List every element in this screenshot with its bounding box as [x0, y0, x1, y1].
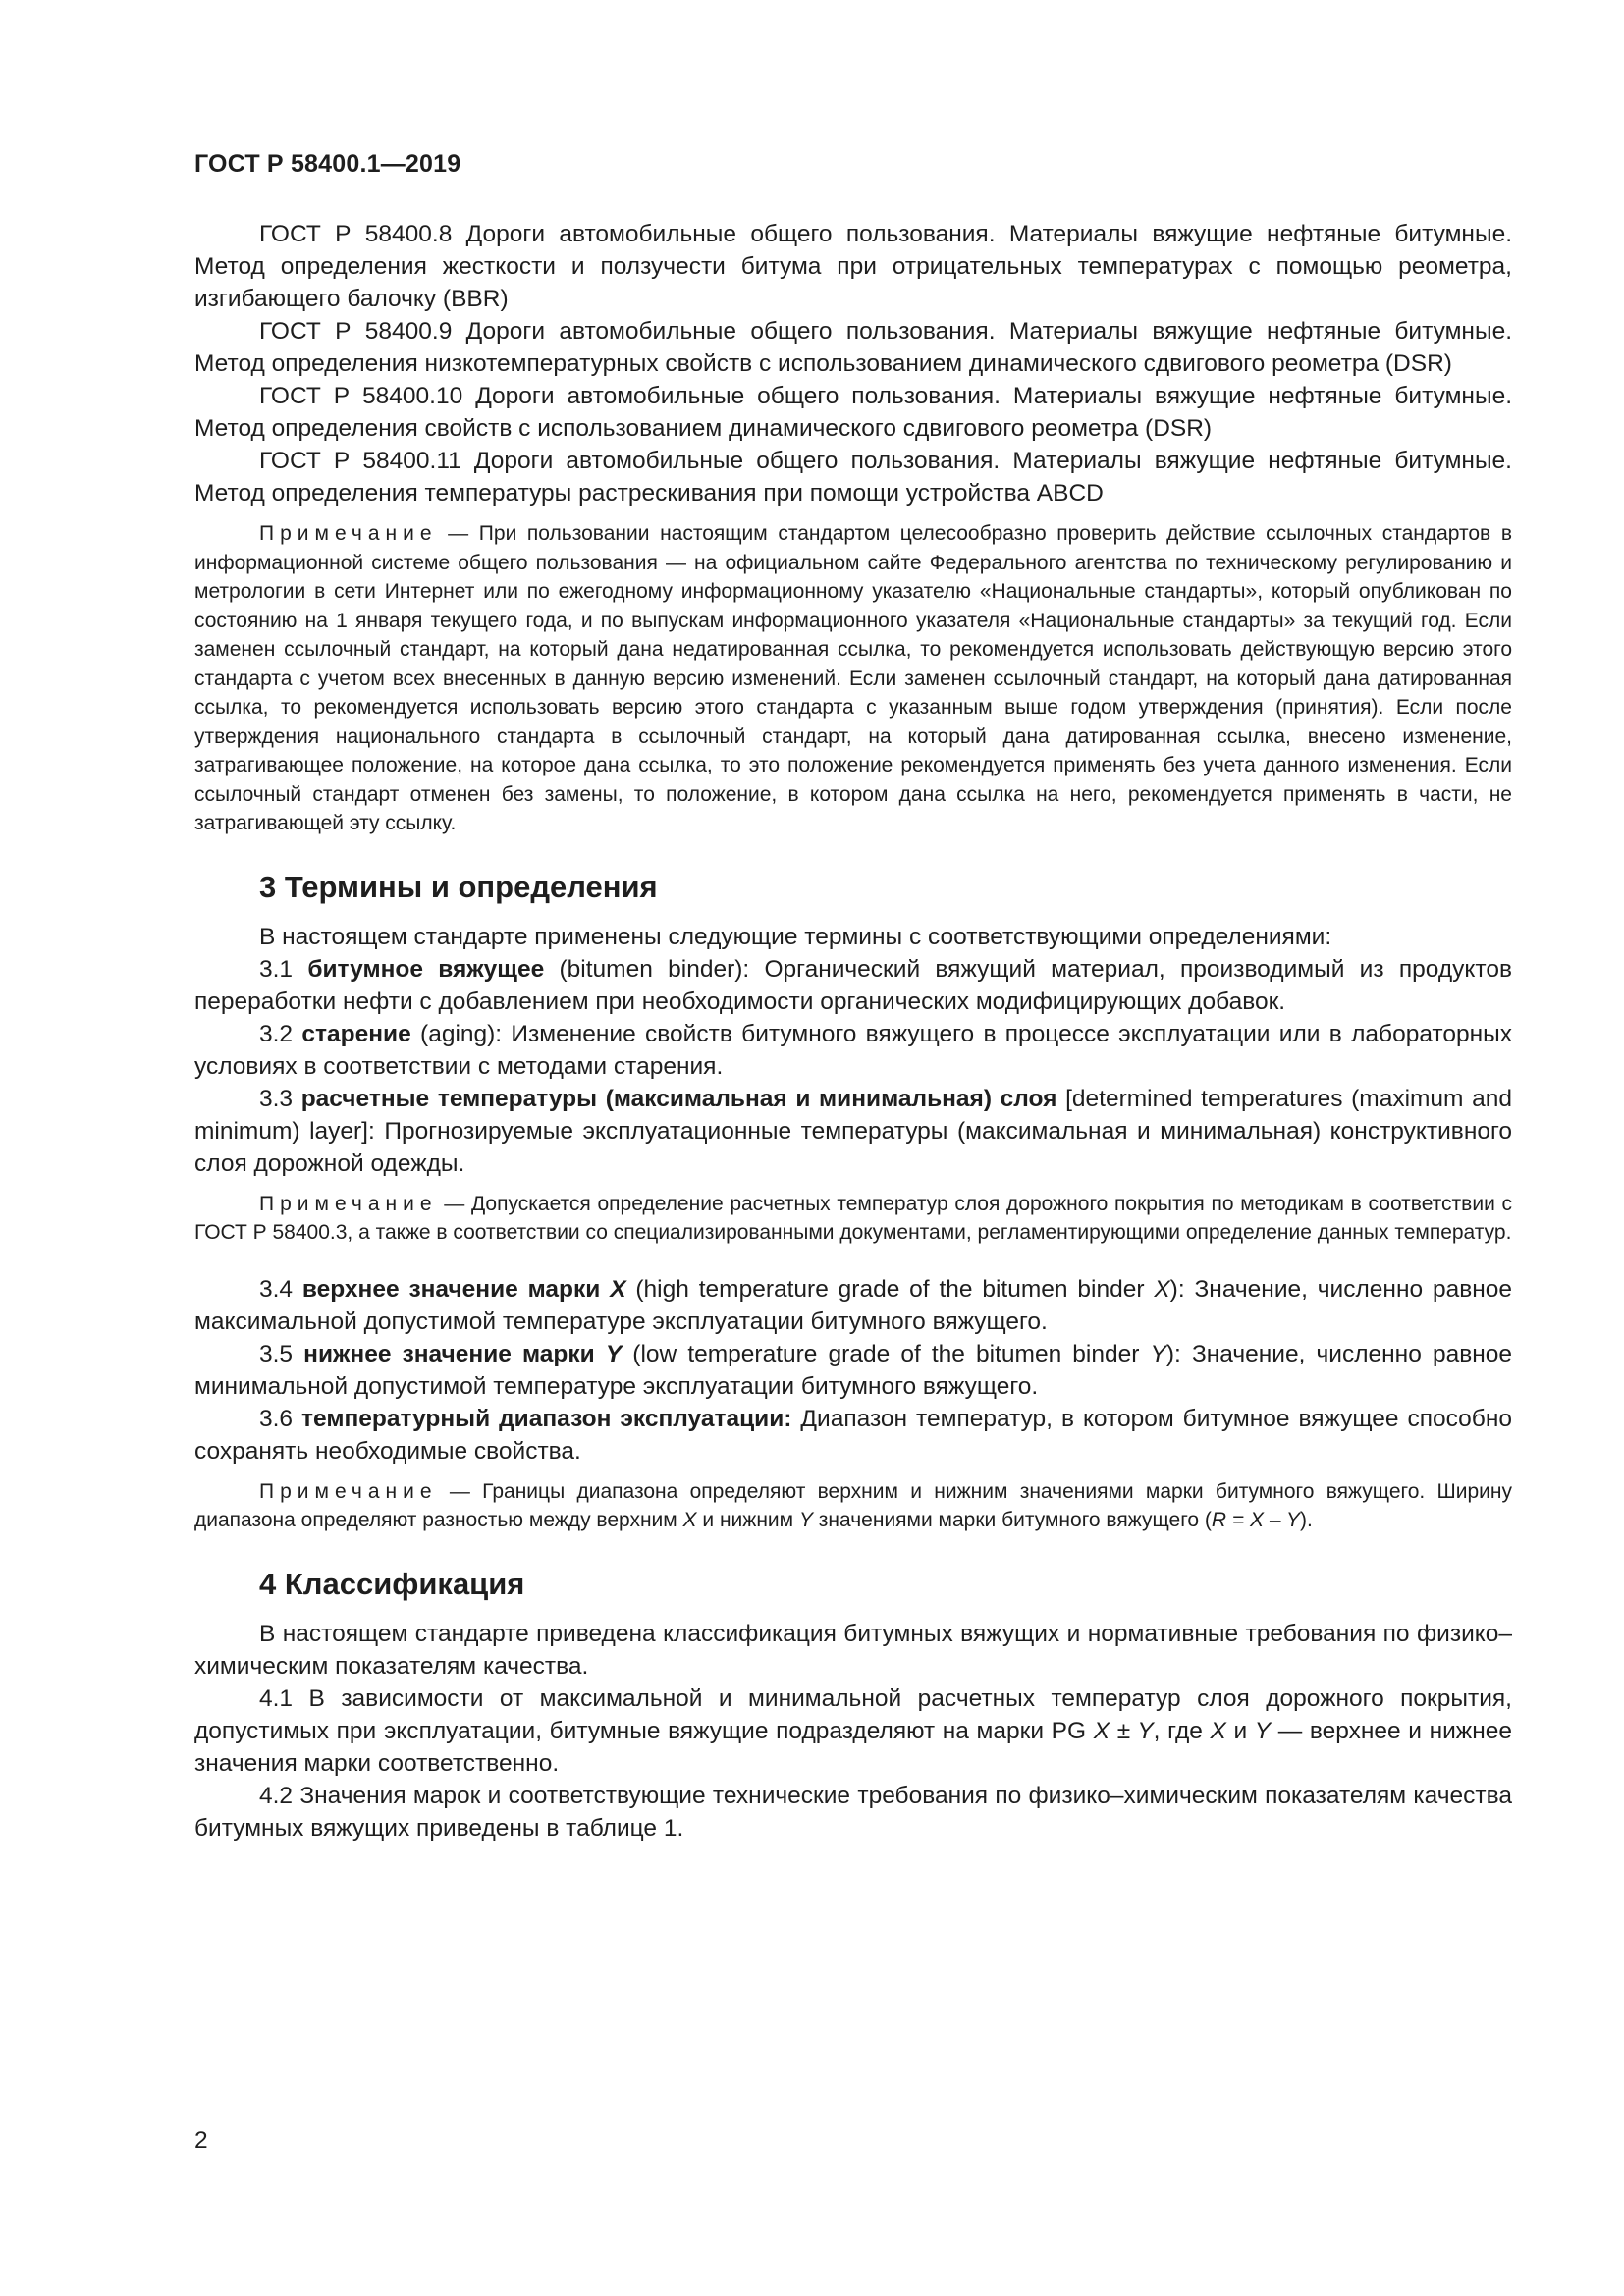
term-name: верхнее значение марки — [301, 1275, 611, 1303]
section-heading-classification: 4 Классификация — [259, 1566, 525, 1601]
paragraph-text: 4.1 В зависимости от максимальной и минимальной расчетных температур слоя дорожного покрытия, допустимых при эксплуатации, битумные вяжущие подразделяют на марки PG — [194, 1684, 1512, 1744]
note-label: Примечание — [259, 522, 438, 545]
variable: X — [682, 1509, 697, 1531]
term-definition: [determined temperatures (maximum and minimum) layer]: Прогнозируемые эксплуатационные температуры (максимальная и минимальная) конструктивного слоя дорожной одежды. — [194, 1085, 1512, 1177]
paragraph-4-1 — [194, 1682, 1512, 1780]
variable: Y — [1254, 1717, 1272, 1744]
variable: Y — [1150, 1340, 1166, 1367]
note-label: Примечание — [259, 1479, 438, 1503]
term-number: 3.6 — [259, 1405, 302, 1432]
term-3-4 — [194, 1273, 1512, 1338]
page-content — [194, 218, 1512, 1844]
reference-entry: ГОСТ Р 58400.8 Дороги автомобильные общего пользования. Материалы вяжущие нефтяные битумные. Метод определения жесткости и ползучести битума при отрицательных температурах с помощью реометра, изгибающего балочку (BBR) — [194, 221, 1512, 312]
document-header: ГОСТ Р 58400.1—2019 — [194, 150, 461, 178]
term-definition: (low temperature grade of the bitumen binder — [622, 1340, 1151, 1367]
note-range — [194, 1477, 1512, 1535]
term-definition: (high temperature grade of the bitumen binder — [625, 1275, 1155, 1303]
note-text: ). — [1300, 1509, 1313, 1531]
paragraph-text: , где — [1153, 1717, 1211, 1744]
note-label: Примечание — [259, 1192, 438, 1215]
term-3-5 — [194, 1338, 1512, 1403]
classification-intro: В настоящем стандарте приведена классификация битумных вяжущих и нормативные требования по физико–химическим показателям качества. — [194, 1620, 1512, 1680]
variable: X — [1154, 1275, 1170, 1303]
term-number: 3.4 — [259, 1275, 302, 1303]
formula: R = X – Y — [1211, 1509, 1300, 1531]
paragraph-4-2: 4.2 Значения марок и соответствующие технические требования по физико–химическим показателям качества битумных вяжущих приведены в таблице 1. — [194, 1782, 1512, 1842]
term-definition: ): Значение, численно равное минимальной допустимой температуре эксплуатации битумного вяжущего. — [194, 1340, 1512, 1400]
term-definition: ): Значение, численно равное максимальной допустимой температуре эксплуатации битумного вяжущего. — [194, 1275, 1512, 1335]
variable: X — [1210, 1717, 1226, 1744]
note-references — [194, 519, 1512, 838]
term-name: битумное вяжущее — [307, 955, 545, 983]
section-heading-terms: 3 Термины и определения — [259, 869, 658, 904]
reference-entry: ГОСТ Р 58400.9 Дороги автомобильные общего пользования. Материалы вяжущие нефтяные битумные. Метод определения низкотемпературных свойств с использованием динамического сдвигового реометра (DSR) — [194, 318, 1512, 377]
term-name: нижнее значение марки — [303, 1340, 606, 1367]
term-3-2 — [194, 1018, 1512, 1083]
reference-entry: ГОСТ Р 58400.11 Дороги автомобильные общего пользования. Материалы вяжущие нефтяные битумные. Метод определения температуры растрескивания при помощи устройства ABCD — [194, 448, 1512, 507]
grade-formula: X ± Y — [1093, 1717, 1154, 1744]
term-3-6 — [194, 1403, 1512, 1468]
term-definition: Диапазон температур, в котором битумное вяжущее способно сохранять необходимые свойства. — [194, 1405, 1512, 1465]
paragraph-text: и — [1225, 1717, 1255, 1744]
note-text: и нижним — [696, 1509, 799, 1531]
page-number: 2 — [194, 2127, 208, 2154]
note-text: — Границы диапазона определяют верхним и нижним значениями марки битумного вяжущего. Ширину диапазона определяют разностью между верхним — [194, 1479, 1512, 1531]
term-variable: Y — [605, 1340, 623, 1367]
term-variable: X — [610, 1275, 626, 1303]
term-number: 3.2 — [259, 1020, 302, 1047]
term-definition: (aging): Изменение свойств битумного вяжущего в процессе эксплуатации или в лабораторных условиях в соответствии с методами старения. — [194, 1020, 1512, 1080]
term-3-1 — [194, 953, 1512, 1018]
reference-entry: ГОСТ Р 58400.10 Дороги автомобильные общего пользования. Материалы вяжущие нефтяные битумные. Метод определения свойств с использованием динамического сдвигового реометра (DSR) — [194, 383, 1512, 442]
term-number: 3.3 — [259, 1085, 301, 1112]
note-temperatures — [194, 1190, 1512, 1248]
term-name: расчетные температуры (максимальная и минимальная) слоя — [300, 1085, 1057, 1112]
variable: Y — [798, 1509, 813, 1531]
note-text: — При пользовании настоящим стандартом целесообразно проверить действие ссылочных стандартов в информационной системе общего пользования — на официальном сайте Федерального агентства по техническому регулированию и метрологии в сети Интернет или по ежегодному информационному указателю «Национальные стандарты», который опубликован по состоянию на 1 января текущего года, и по выпускам информационного указателя «Национальные стандарты» за текущий год. Если заменен ссылочный стандарт, на который дана недатированная ссылка, то рекомендуется использовать действующую версию этого стандарта с учетом всех внесенных в данную версию изменений. Если заменен ссылочный стандарт, на который дана датированная ссылка, то рекомендуется использовать версию этого стандарта с указанным выше годом утверждения (принятия). Если после утверждения национального стандарта в ссылочный стандарт, на который дана датированная ссылка, внесено изменение, затрагивающее положение, на которое дана ссылка, то это положение рекомендуется применять без учета данного изменения. Если ссылочный стандарт отменен без замены, то положение, в котором дана ссылка на него, рекомендуется применять в части, не затрагивающей эту ссылку. — [194, 522, 1512, 834]
term-definition: (bitumen binder): Органический вяжущий материал, производимый из продуктов переработки нефти с добавлением при необходимости органических модифицирующих добавок. — [194, 955, 1512, 1015]
term-number: 3.5 — [259, 1340, 304, 1367]
term-name: старение — [301, 1020, 411, 1047]
term-3-3 — [194, 1083, 1512, 1180]
term-number: 3.1 — [259, 955, 308, 983]
note-text: значениями марки битумного вяжущего ( — [812, 1509, 1212, 1531]
term-name: температурный диапазон эксплуатации: — [301, 1405, 792, 1432]
terms-intro: В настоящем стандарте применены следующие термины с соответствующими определениями: — [259, 923, 1332, 950]
paragraph-text: — верхнее и нижнее значения марки соответственно. — [194, 1717, 1512, 1777]
note-text: — Допускается определение расчетных температур слоя дорожного покрытия по методикам в соответствии с ГОСТ Р 58400.3, а также в соответствии со специализированными документами, регламентирующими определение данных температур. — [194, 1192, 1512, 1244]
